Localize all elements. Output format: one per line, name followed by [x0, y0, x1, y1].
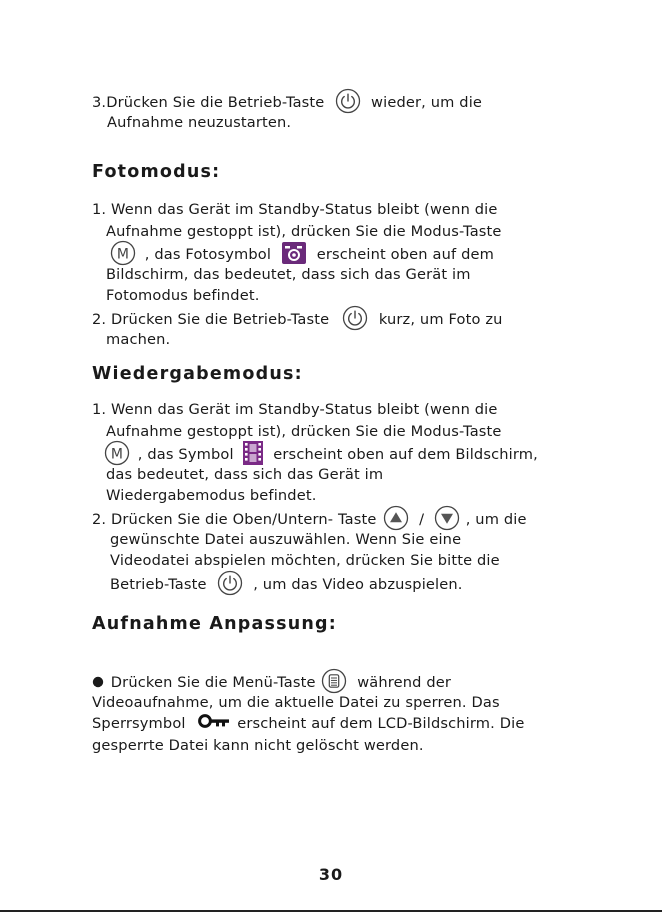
restart-text-1b: wieder, um die — [371, 94, 483, 111]
playback-item1-line2: Aufnahme gestoppt ist), drücken Sie die Modus-Taste — [106, 422, 502, 440]
photo-item2-line1a: 2. Drücken Sie die Betrieb-Taste — [92, 310, 330, 328]
playback-item1-line3b: erscheint oben auf dem Bildschirm, — [273, 446, 538, 464]
photo-item1-line2: Aufnahme gestoppt ist), drücken Sie die Modus-Taste — [106, 222, 502, 240]
bullet-dot — [92, 676, 104, 688]
adjustment-line2: Videoaufnahme, um die aktuelle Datei zu sperren. Das — [92, 693, 500, 711]
playback-item1-line3a: , das Symbol — [137, 446, 234, 464]
playback-item2-line4b: , um das Video abzuspielen. — [253, 575, 463, 593]
adjustment-line1a: Drücken Sie die Menü-Taste — [110, 674, 316, 691]
playback-item1-line1: 1. Wenn das Gerät im Standby-Status bleibt (wenn die — [92, 401, 498, 418]
restart-text-1a: 3.Drücken Sie die Betrieb-Taste — [92, 94, 325, 111]
playback-item1-line5: Wiedergabemodus befindet. — [106, 487, 317, 505]
playback-item2-line1b: , um die — [465, 510, 527, 528]
photo-item2-line2: machen. — [106, 330, 171, 348]
restart-paragraph — [92, 90, 482, 133]
page-number: 30 — [318, 865, 344, 884]
adjustment-line3b: erscheint auf dem LCD-Bildschirm. Die — [237, 715, 525, 733]
film-playback-symbol-icon — [242, 440, 264, 466]
down-arrow-button-icon — [434, 505, 460, 531]
bottom-rule — [0, 910, 662, 912]
playback-item2-line2: gewünschte Datei auszuwählen. Wenn Sie eine — [110, 530, 462, 548]
restart-text-2: Aufnahme neuzustarten. — [107, 113, 292, 131]
photo-item2-line1b: kurz, um Foto zu — [378, 310, 503, 328]
mode-m-button-icon — [110, 240, 136, 266]
adjustment-line3a: Sperrsymbol — [92, 715, 186, 733]
power-button-icon — [342, 305, 368, 331]
photo-item1-line5: Fotomodus befindet. — [106, 287, 260, 305]
playback-item1-line4: das bedeutet, dass sich das Gerät im — [106, 465, 384, 483]
playback-mode-paragraph — [92, 399, 538, 593]
up-arrow-button-icon — [383, 505, 409, 531]
adjustment-paragraph — [92, 670, 524, 756]
photo-item1-line4: Bildschirm, das bedeutet, dass sich das Gerät im — [106, 265, 471, 283]
camera-photo-symbol-icon — [281, 241, 307, 265]
photo-item1-line1: 1. Wenn das Gerät im Standby-Status bleibt (wenn die — [92, 201, 498, 218]
adjustment-line1b: während der — [357, 674, 452, 691]
power-button-icon — [335, 88, 361, 114]
photo-mode-heading: Fotomodus: — [92, 162, 221, 182]
photo-item1-line3b: erscheint oben auf dem — [316, 246, 494, 264]
menu-button-icon — [321, 668, 347, 694]
adjustment-heading: Aufnahme Anpassung: — [92, 614, 337, 634]
playback-item2-line1-sep: / — [419, 510, 425, 528]
power-button-icon — [217, 570, 243, 596]
mode-m-button-icon — [104, 440, 130, 466]
playback-item2-line1a: 2. Drücken Sie die Oben/Untern- Taste — [92, 510, 377, 528]
lock-key-symbol-icon — [198, 713, 230, 729]
playback-mode-heading: Wiedergabemodus: — [92, 364, 303, 384]
playback-item2-line4a: Betrieb-Taste — [110, 575, 207, 593]
photo-item1-line3a: , das Fotosymbol — [144, 246, 272, 264]
playback-item2-line3: Videodatei abspielen möchten, drücken Sie bitte die — [110, 552, 500, 570]
adjustment-line4: gesperrte Datei kann nicht gelöscht werden. — [92, 736, 424, 754]
photo-mode-paragraph — [92, 199, 503, 350]
